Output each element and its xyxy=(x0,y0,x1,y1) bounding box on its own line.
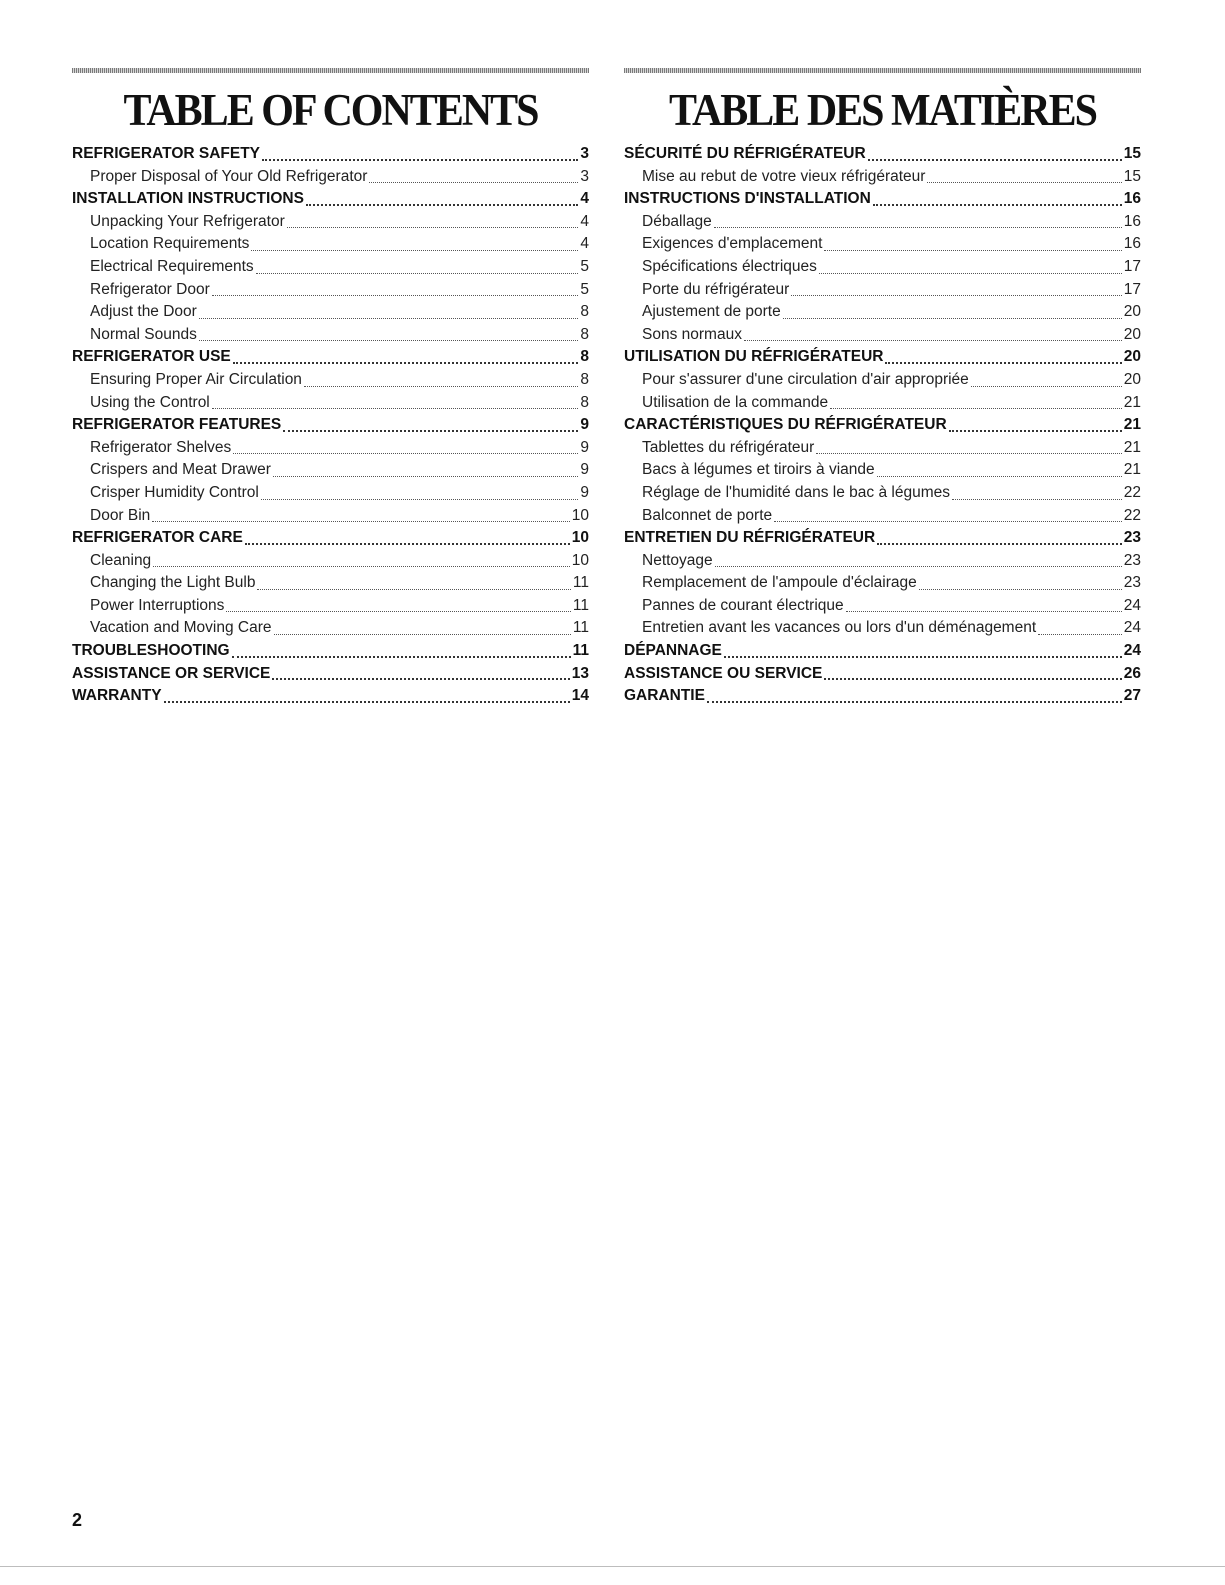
toc-section-entry xyxy=(624,143,1141,166)
toc-subsection-entry xyxy=(72,572,589,595)
toc-entry-title: Refrigerator Shelves xyxy=(90,438,232,456)
toc-dot-leader xyxy=(877,476,1122,477)
toc-entry-title: Entretien avant les vacances ou lors d'un déménagement xyxy=(642,619,1037,637)
toc-entry-page: 3 xyxy=(580,145,589,162)
toc-entry-title: Exigences d'emplacement xyxy=(642,235,823,253)
toc-subsection-entry xyxy=(72,505,589,528)
toc-entry-page: 24 xyxy=(1123,619,1141,637)
toc-entry-title: Normal Sounds xyxy=(90,325,197,343)
toc-dot-leader xyxy=(257,589,570,590)
toc-section-entry xyxy=(72,414,589,437)
toc-entry-page: 17 xyxy=(1123,280,1141,298)
toc-entry-page: 20 xyxy=(1123,370,1141,388)
toc-dot-leader xyxy=(824,250,1121,251)
toc-entry-page: 10 xyxy=(571,551,589,569)
toc-dot-leader xyxy=(873,204,1122,206)
toc-entry-title: Balconnet de porte xyxy=(642,506,773,524)
toc-dot-leader xyxy=(927,182,1121,183)
toc-entry-page: 8 xyxy=(580,348,589,366)
toc-entry-page: 23 xyxy=(1123,551,1141,569)
toc-entry-title: REFRIGERATOR FEATURES xyxy=(72,416,282,434)
page-number: 2 xyxy=(72,1510,83,1530)
toc-entry-title: TROUBLESHOOTING xyxy=(72,642,230,660)
toc-entry-page: 21 xyxy=(1123,438,1141,456)
toc-entry-page: 21 xyxy=(1123,416,1141,434)
toc-section-entry xyxy=(72,346,589,369)
toc-entry-page: 15 xyxy=(1123,145,1141,162)
toc-dot-leader xyxy=(153,566,570,567)
toc-entry-page: 17 xyxy=(1123,257,1141,275)
bottom-divider xyxy=(0,1566,1225,1567)
toc-entry-title: SÉCURITÉ DU RÉFRIGÉRATEUR xyxy=(624,145,866,162)
toc-subsection-entry xyxy=(72,617,589,640)
toc-dot-leader xyxy=(783,318,1122,319)
toc-subsection-entry xyxy=(624,324,1141,347)
toc-entry-title: ASSISTANCE OR SERVICE xyxy=(72,664,271,682)
toc-entry-page: 20 xyxy=(1123,325,1141,343)
toc-entry-title: REFRIGERATOR SAFETY xyxy=(72,145,261,162)
toc-entry-title: Tablettes du réfrigérateur xyxy=(642,438,815,456)
toc-subsection-entry xyxy=(624,369,1141,392)
toc-list-french xyxy=(624,143,1141,708)
toc-subsection-entry xyxy=(624,617,1141,640)
toc-subsection-entry xyxy=(72,437,589,460)
toc-subsection-entry xyxy=(624,166,1141,189)
toc-dot-leader xyxy=(724,656,1122,658)
toc-entry-title: REFRIGERATOR USE xyxy=(72,348,231,366)
toc-dot-leader xyxy=(830,408,1122,409)
toc-entry-title: Crisper Humidity Control xyxy=(90,483,259,501)
toc-entry-title: GARANTIE xyxy=(624,687,705,705)
toc-dot-leader xyxy=(791,295,1121,296)
toc-dot-leader xyxy=(262,159,578,161)
toc-entry-title: Pour s'assurer d'une circulation d'air appropriée xyxy=(642,370,969,388)
toc-dot-leader xyxy=(707,701,1122,703)
toc-dot-leader xyxy=(199,340,579,341)
toc-dot-leader xyxy=(233,362,579,364)
toc-dot-leader xyxy=(774,521,1122,522)
toc-subsection-entry xyxy=(624,550,1141,573)
toc-section-entry xyxy=(72,685,589,708)
toc-entry-title: ENTRETIEN DU RÉFRIGÉRATEUR xyxy=(624,529,876,547)
toc-entry-page: 8 xyxy=(580,393,589,411)
toc-subsection-entry xyxy=(72,279,589,302)
toc-entry-page: 21 xyxy=(1123,461,1141,479)
toc-entry-title: Spécifications électriques xyxy=(642,257,817,275)
toc-entry-page: 9 xyxy=(580,416,589,434)
toc-subsection-entry xyxy=(624,301,1141,324)
toc-entry-page: 13 xyxy=(571,664,589,682)
toc-section-entry xyxy=(624,527,1141,550)
toc-subsection-entry xyxy=(624,256,1141,279)
toc-section-entry xyxy=(624,640,1141,663)
toc-dot-leader xyxy=(261,499,579,500)
toc-list-english xyxy=(72,143,589,708)
toc-entry-page: 5 xyxy=(580,280,589,298)
toc-entry-title: INSTALLATION INSTRUCTIONS xyxy=(72,190,304,208)
toc-dot-leader xyxy=(919,589,1122,590)
toc-subsection-entry xyxy=(72,166,589,189)
top-rule xyxy=(624,68,1141,73)
toc-entry-title: Proper Disposal of Your Old Refrigerator xyxy=(90,167,368,185)
toc-entry-title: Pannes de courant électrique xyxy=(642,596,844,614)
toc-entry-title: Refrigerator Door xyxy=(90,280,210,298)
toc-entry-title: Porte du réfrigérateur xyxy=(642,280,790,298)
toc-dot-leader xyxy=(152,521,569,522)
toc-english-column xyxy=(72,68,589,708)
toc-entry-page: 9 xyxy=(580,438,589,456)
toc-dot-leader xyxy=(885,362,1121,364)
toc-subsection-entry xyxy=(624,392,1141,415)
toc-subsection-entry xyxy=(624,595,1141,618)
toc-dot-leader xyxy=(949,430,1122,432)
toc-dot-leader xyxy=(273,476,578,477)
toc-entry-title: Using the Control xyxy=(90,393,210,411)
toc-dot-leader xyxy=(283,430,578,432)
toc-section-entry xyxy=(624,663,1141,686)
toc-dot-leader xyxy=(714,227,1122,228)
toc-dot-leader xyxy=(245,543,570,545)
toc-entry-title: Utilisation de la commande xyxy=(642,393,829,411)
toc-entry-page: 8 xyxy=(580,370,589,388)
toc-entry-page: 8 xyxy=(580,325,589,343)
toc-dot-leader xyxy=(272,678,569,680)
toc-subsection-entry xyxy=(72,392,589,415)
toc-entry-page: 5 xyxy=(580,257,589,275)
toc-section-entry xyxy=(72,188,589,211)
toc-dot-leader xyxy=(233,453,578,454)
toc-subsection-entry xyxy=(624,505,1141,528)
toc-entry-page: 4 xyxy=(580,235,589,253)
toc-section-entry xyxy=(72,640,589,663)
toc-entry-title: Déballage xyxy=(642,212,712,230)
toc-dot-leader xyxy=(744,340,1122,341)
toc-entry-page: 10 xyxy=(571,529,589,547)
toc-entry-page: 4 xyxy=(580,190,589,208)
toc-dot-leader xyxy=(304,386,578,387)
toc-section-entry xyxy=(624,188,1141,211)
toc-entry-page: 16 xyxy=(1123,235,1141,253)
toc-entry-title: Power Interruptions xyxy=(90,596,225,614)
toc-entry-title: Vacation and Moving Care xyxy=(90,619,272,637)
toc-entry-title: Mise au rebut de votre vieux réfrigérateur xyxy=(642,167,926,185)
toc-dot-leader xyxy=(199,318,579,319)
toc-dot-leader xyxy=(164,701,570,703)
toc-entry-page: 22 xyxy=(1123,506,1141,524)
toc-dot-leader xyxy=(846,611,1122,612)
toc-dot-leader xyxy=(232,656,571,658)
toc-entry-title: Crispers and Meat Drawer xyxy=(90,461,271,479)
toc-subsection-entry xyxy=(72,459,589,482)
toc-entry-page: 23 xyxy=(1123,574,1141,592)
toc-dot-leader xyxy=(226,611,571,612)
toc-subsection-entry xyxy=(624,279,1141,302)
toc-entry-page: 9 xyxy=(580,483,589,501)
toc-subsection-entry xyxy=(72,233,589,256)
toc-subsection-entry xyxy=(624,459,1141,482)
toc-subsection-entry xyxy=(72,324,589,347)
toc-entry-page: 11 xyxy=(572,596,589,614)
toc-entry-page: 11 xyxy=(572,642,589,660)
toc-entry-title: Bacs à légumes et tiroirs à viande xyxy=(642,461,875,479)
toc-entry-title: Location Requirements xyxy=(90,235,250,253)
toc-entry-page: 14 xyxy=(571,687,589,705)
toc-entry-page: 9 xyxy=(580,461,589,479)
toc-entry-title: Ensuring Proper Air Circulation xyxy=(90,370,302,388)
toc-entry-page: 3 xyxy=(580,167,589,185)
toc-entry-title: UTILISATION DU RÉFRIGÉRATEUR xyxy=(624,348,884,366)
toc-dot-leader xyxy=(715,566,1122,567)
toc-entry-page: 24 xyxy=(1123,596,1141,614)
toc-entry-title: REFRIGERATOR CARE xyxy=(72,529,243,547)
toc-entry-page: 16 xyxy=(1123,190,1141,208)
toc-subsection-entry xyxy=(624,482,1141,505)
toc-entry-page: 16 xyxy=(1123,212,1141,230)
toc-entry-title: Cleaning xyxy=(90,551,152,569)
toc-entry-page: 4 xyxy=(580,212,589,230)
toc-french-column xyxy=(624,68,1141,708)
toc-entry-title: WARRANTY xyxy=(72,687,162,705)
toc-entry-page: 15 xyxy=(1123,167,1141,185)
toc-heading-french: TABLE DES MATIÈRES xyxy=(669,86,1096,136)
toc-section-entry xyxy=(624,346,1141,369)
toc-entry-title: Sons normaux xyxy=(642,325,742,343)
toc-section-entry xyxy=(72,143,589,166)
toc-dot-leader xyxy=(971,386,1122,387)
top-rule xyxy=(72,68,589,73)
toc-subsection-entry xyxy=(72,482,589,505)
toc-dot-leader xyxy=(868,159,1122,161)
toc-entry-title: DÉPANNAGE xyxy=(624,642,722,660)
toc-entry-page: 11 xyxy=(572,619,589,637)
toc-section-entry xyxy=(624,414,1141,437)
toc-subsection-entry xyxy=(72,550,589,573)
toc-entry-title: INSTRUCTIONS D'INSTALLATION xyxy=(624,190,871,208)
toc-dot-leader xyxy=(306,204,578,206)
toc-entry-page: 27 xyxy=(1123,687,1141,705)
toc-entry-title: CARACTÉRISTIQUES DU RÉFRIGÉRATEUR xyxy=(624,416,947,434)
toc-subsection-entry xyxy=(72,211,589,234)
toc-entry-title: Réglage de l'humidité dans le bac à légumes xyxy=(642,483,950,501)
toc-entry-title: ASSISTANCE OU SERVICE xyxy=(624,664,823,682)
toc-dot-leader xyxy=(824,678,1121,680)
toc-heading-english: TABLE OF CONTENTS xyxy=(123,86,538,136)
toc-entry-page: 11 xyxy=(572,574,589,592)
toc-dot-leader xyxy=(816,453,1121,454)
toc-entry-title: Remplacement de l'ampoule d'éclairage xyxy=(642,574,917,592)
toc-subsection-entry xyxy=(72,595,589,618)
toc-dot-leader xyxy=(287,227,579,228)
toc-entry-title: Unpacking Your Refrigerator xyxy=(90,212,285,230)
toc-dot-leader xyxy=(256,273,579,274)
toc-subsection-entry xyxy=(72,369,589,392)
toc-dot-leader xyxy=(877,543,1122,545)
toc-subsection-entry xyxy=(624,233,1141,256)
toc-entry-page: 20 xyxy=(1123,348,1141,366)
toc-entry-page: 20 xyxy=(1123,303,1141,321)
toc-dot-leader xyxy=(369,182,578,183)
toc-entry-page: 10 xyxy=(571,506,589,524)
toc-subsection-entry xyxy=(72,256,589,279)
toc-entry-page: 23 xyxy=(1123,529,1141,547)
toc-dot-leader xyxy=(819,273,1122,274)
toc-section-entry xyxy=(624,685,1141,708)
toc-entry-page: 22 xyxy=(1123,483,1141,501)
toc-subsection-entry xyxy=(624,572,1141,595)
toc-entry-title: Adjust the Door xyxy=(90,303,197,321)
toc-subsection-entry xyxy=(624,211,1141,234)
toc-entry-title: Nettoyage xyxy=(642,551,713,569)
toc-section-entry xyxy=(72,663,589,686)
toc-dot-leader xyxy=(1038,634,1122,635)
toc-entry-page: 21 xyxy=(1123,393,1141,411)
toc-entry-page: 26 xyxy=(1123,664,1141,682)
toc-dot-leader xyxy=(212,408,579,409)
toc-subsection-entry xyxy=(72,301,589,324)
toc-entry-title: Ajustement de porte xyxy=(642,303,781,321)
toc-section-entry xyxy=(72,527,589,550)
toc-dot-leader xyxy=(251,250,578,251)
toc-entry-title: Electrical Requirements xyxy=(90,257,254,275)
toc-entry-page: 24 xyxy=(1123,642,1141,660)
toc-dot-leader xyxy=(212,295,579,296)
toc-subsection-entry xyxy=(624,437,1141,460)
toc-dot-leader xyxy=(274,634,571,635)
toc-dot-leader xyxy=(952,499,1122,500)
toc-entry-title: Changing the Light Bulb xyxy=(90,574,256,592)
toc-entry-title: Door Bin xyxy=(90,506,151,524)
toc-entry-page: 8 xyxy=(580,303,589,321)
